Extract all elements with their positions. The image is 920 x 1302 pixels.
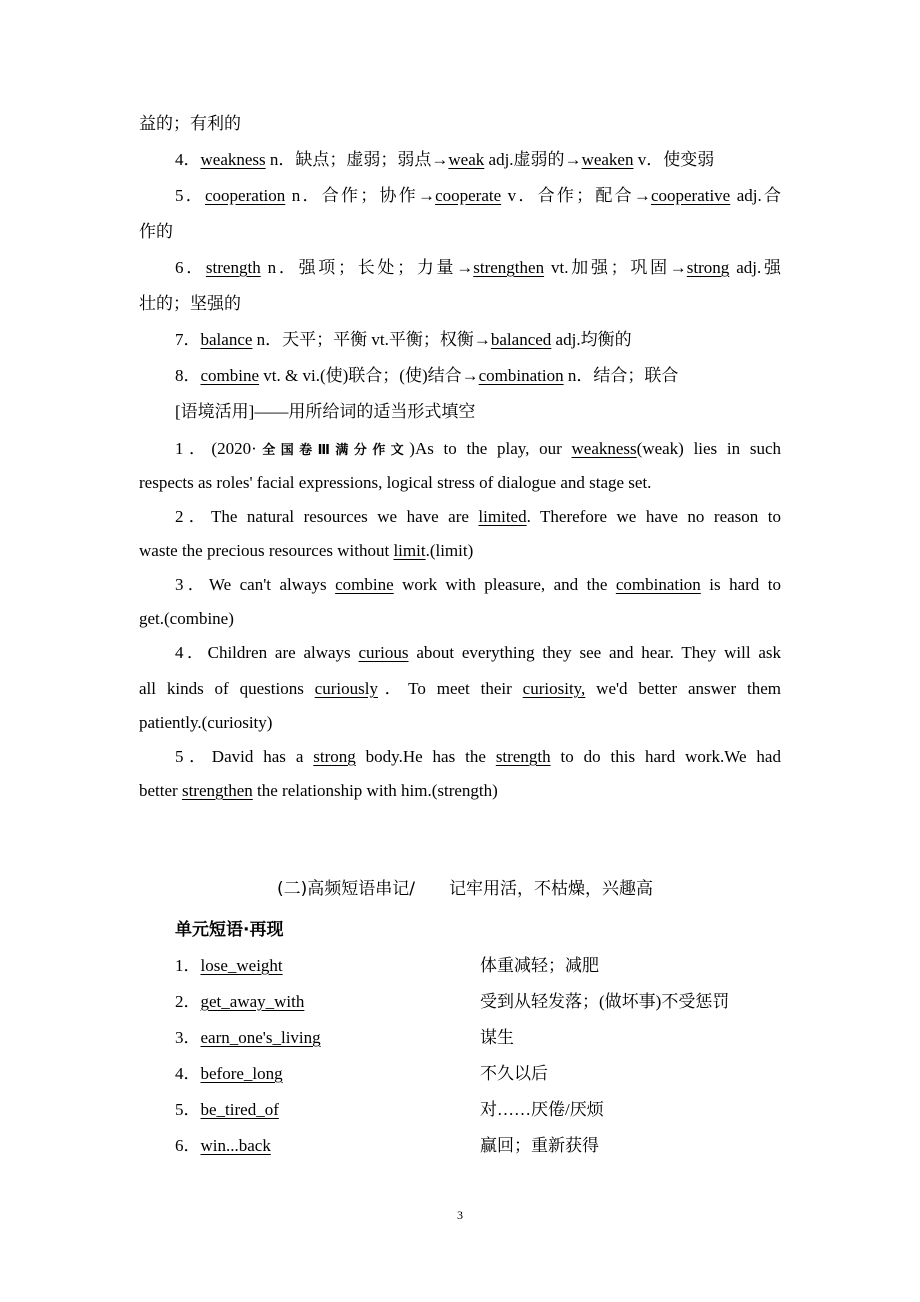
text-segment: v．使变弱	[633, 150, 715, 169]
text-segment: )As to the play, our	[409, 439, 572, 458]
answer-word: curiously	[314, 679, 378, 698]
text-segment: 4．	[175, 150, 201, 169]
text-segment: (weak) lies in such	[636, 439, 781, 458]
text-segment: all kinds of questions	[139, 679, 315, 698]
text-segment: v．合作；配合→	[501, 186, 651, 205]
text-segment: 5．David has a	[175, 747, 314, 766]
answer-word: cooperation	[205, 186, 286, 205]
answer-word: combine	[200, 366, 260, 385]
text-segment: .(limit)	[425, 541, 474, 560]
text-line	[175, 439, 781, 461]
source-label: 全国卷Ⅲ满分作文	[256, 443, 410, 458]
phrase-meaning: 受到从轻发落；(做坏事)不受惩罚	[480, 992, 730, 1011]
text-segment: respects as roles' facial expressions, logical stress of dialogue and stage set.	[139, 473, 652, 492]
text-line	[175, 747, 781, 767]
phrase-item	[175, 956, 283, 976]
text-segment: [语境活用]——用所给词的适当形式填空	[175, 402, 476, 421]
text-segment: n．缺点；虚弱；弱点→	[265, 150, 449, 169]
answer-word: weakness	[200, 150, 266, 169]
text-segment: n．天平；平衡 vt.平衡；权衡→	[252, 330, 491, 349]
text-segment: n．强项；长处；力量→	[260, 258, 474, 277]
answer-word: strengthen	[181, 781, 253, 800]
text-segment: 作的	[139, 222, 173, 241]
text-segment: 8．	[175, 366, 201, 385]
text-segment: is hard to	[700, 575, 781, 594]
text-segment: vt. & vi.(使)联合；(使)结合→	[259, 366, 479, 385]
phrase-item	[175, 1028, 321, 1048]
text-segment: . Therefore we have no reason to	[526, 507, 781, 526]
text-line	[139, 114, 241, 134]
text-line	[139, 473, 651, 493]
text-segment: 1．(2020·	[175, 439, 257, 458]
text-line	[175, 366, 678, 386]
answer-word: strengthen	[473, 258, 545, 277]
phrase-number: 4．	[175, 1064, 201, 1083]
phrase-meaning: 不久以后	[480, 1064, 548, 1083]
section-heading-title: (二)高频短语串记/	[277, 879, 415, 899]
phrase-text: lose_weight	[200, 956, 283, 975]
text-line	[139, 541, 473, 561]
answer-word: combination	[615, 575, 701, 594]
text-segment: n．合作；协作→	[285, 186, 436, 205]
answer-word: strength	[205, 258, 261, 277]
text-segment: to do this hard work.We had	[550, 747, 781, 766]
text-line	[175, 507, 781, 527]
section-heading-subtitle: 记牢用活，不枯燥，兴趣高	[449, 879, 653, 899]
text-segment: waste the precious resources without	[139, 541, 394, 560]
phrase-text: get_away_with	[200, 992, 305, 1011]
answer-word: weak	[448, 150, 485, 169]
phrase-item	[175, 1064, 283, 1084]
phrase-meaning: 赢回；重新获得	[480, 1136, 599, 1155]
text-line	[175, 643, 781, 663]
text-segment: adj.均衡的	[551, 330, 632, 349]
phrase-meaning: 体重减轻；减肥	[480, 956, 599, 975]
text-segment: ．To meet their	[377, 679, 523, 698]
text-segment: 壮的；坚强的	[139, 294, 241, 313]
subheading: 单元短语·再现	[175, 920, 284, 940]
text-segment: adj.强	[729, 258, 781, 277]
section-heading	[277, 879, 653, 899]
answer-word: cooperate	[435, 186, 502, 205]
phrase-text: before_long	[200, 1064, 283, 1083]
text-segment: we'd better answer them	[585, 679, 781, 698]
text-segment: 2．The natural resources we have are	[175, 507, 479, 526]
text-line	[139, 781, 498, 801]
answer-word: balance	[200, 330, 253, 349]
text-segment: patiently.(curiosity)	[139, 713, 273, 732]
answer-word: strong	[686, 258, 730, 277]
answer-word: curious	[358, 643, 409, 662]
phrase-number: 1．	[175, 956, 201, 975]
answer-word: combine	[335, 575, 394, 594]
phrase-item	[175, 992, 304, 1012]
answer-word: curiosity,	[522, 679, 586, 698]
phrase-item	[175, 1100, 279, 1120]
text-segment: n．结合；联合	[563, 366, 679, 385]
answer-word: weakness	[571, 439, 637, 458]
text-line	[175, 258, 781, 278]
answer-word: limited	[478, 507, 527, 526]
text-line	[175, 402, 475, 422]
answer-word: weaken	[581, 150, 634, 169]
phrase-number: 3．	[175, 1028, 201, 1047]
text-segment: 4．Children are always	[175, 643, 359, 662]
answer-word: strong	[313, 747, 356, 766]
text-line	[175, 186, 781, 206]
text-segment: 益的；有利的	[139, 114, 241, 133]
text-segment: 5．	[175, 186, 206, 205]
phrase-item	[175, 1136, 271, 1156]
answer-word: limit	[393, 541, 426, 560]
text-segment: adj.虚弱的→	[484, 150, 582, 169]
phrase-number: 6．	[175, 1136, 201, 1155]
text-segment: get.(combine)	[139, 609, 234, 628]
phrase-text: be_tired_of	[200, 1100, 279, 1119]
phrase-text: earn_one's_living	[200, 1028, 321, 1047]
text-line	[175, 150, 714, 170]
text-segment: the relationship with him.(strength)	[252, 781, 498, 800]
text-segment: vt.加强；巩固→	[544, 258, 687, 277]
text-segment: about everything they see and hear. They will ask	[408, 643, 782, 662]
phrase-meaning: 谋生	[480, 1028, 514, 1047]
text-line	[139, 713, 272, 733]
answer-word: strength	[495, 747, 551, 766]
text-line	[175, 330, 632, 350]
text-segment: body.He has the	[355, 747, 496, 766]
text-segment: better	[139, 781, 182, 800]
phrase-text: win...back	[200, 1136, 271, 1155]
text-segment: 7．	[175, 330, 201, 349]
phrase-number: 5．	[175, 1100, 201, 1119]
text-segment: 6．	[175, 258, 206, 277]
text-segment: work with pleasure, and the	[393, 575, 616, 594]
page-number: 3	[457, 1208, 463, 1222]
answer-word: combination	[478, 366, 564, 385]
phrase-number: 2．	[175, 992, 201, 1011]
answer-word: balanced	[490, 330, 552, 349]
text-line	[175, 575, 781, 595]
text-line	[139, 222, 173, 242]
text-line	[139, 609, 234, 629]
phrase-meaning: 对……厌倦/厌烦	[480, 1100, 604, 1119]
text-segment: 3．We can't always	[175, 575, 336, 594]
answer-word: cooperative	[650, 186, 731, 205]
text-segment: adj.合	[730, 186, 782, 205]
text-line	[139, 294, 241, 314]
text-line	[139, 679, 781, 699]
